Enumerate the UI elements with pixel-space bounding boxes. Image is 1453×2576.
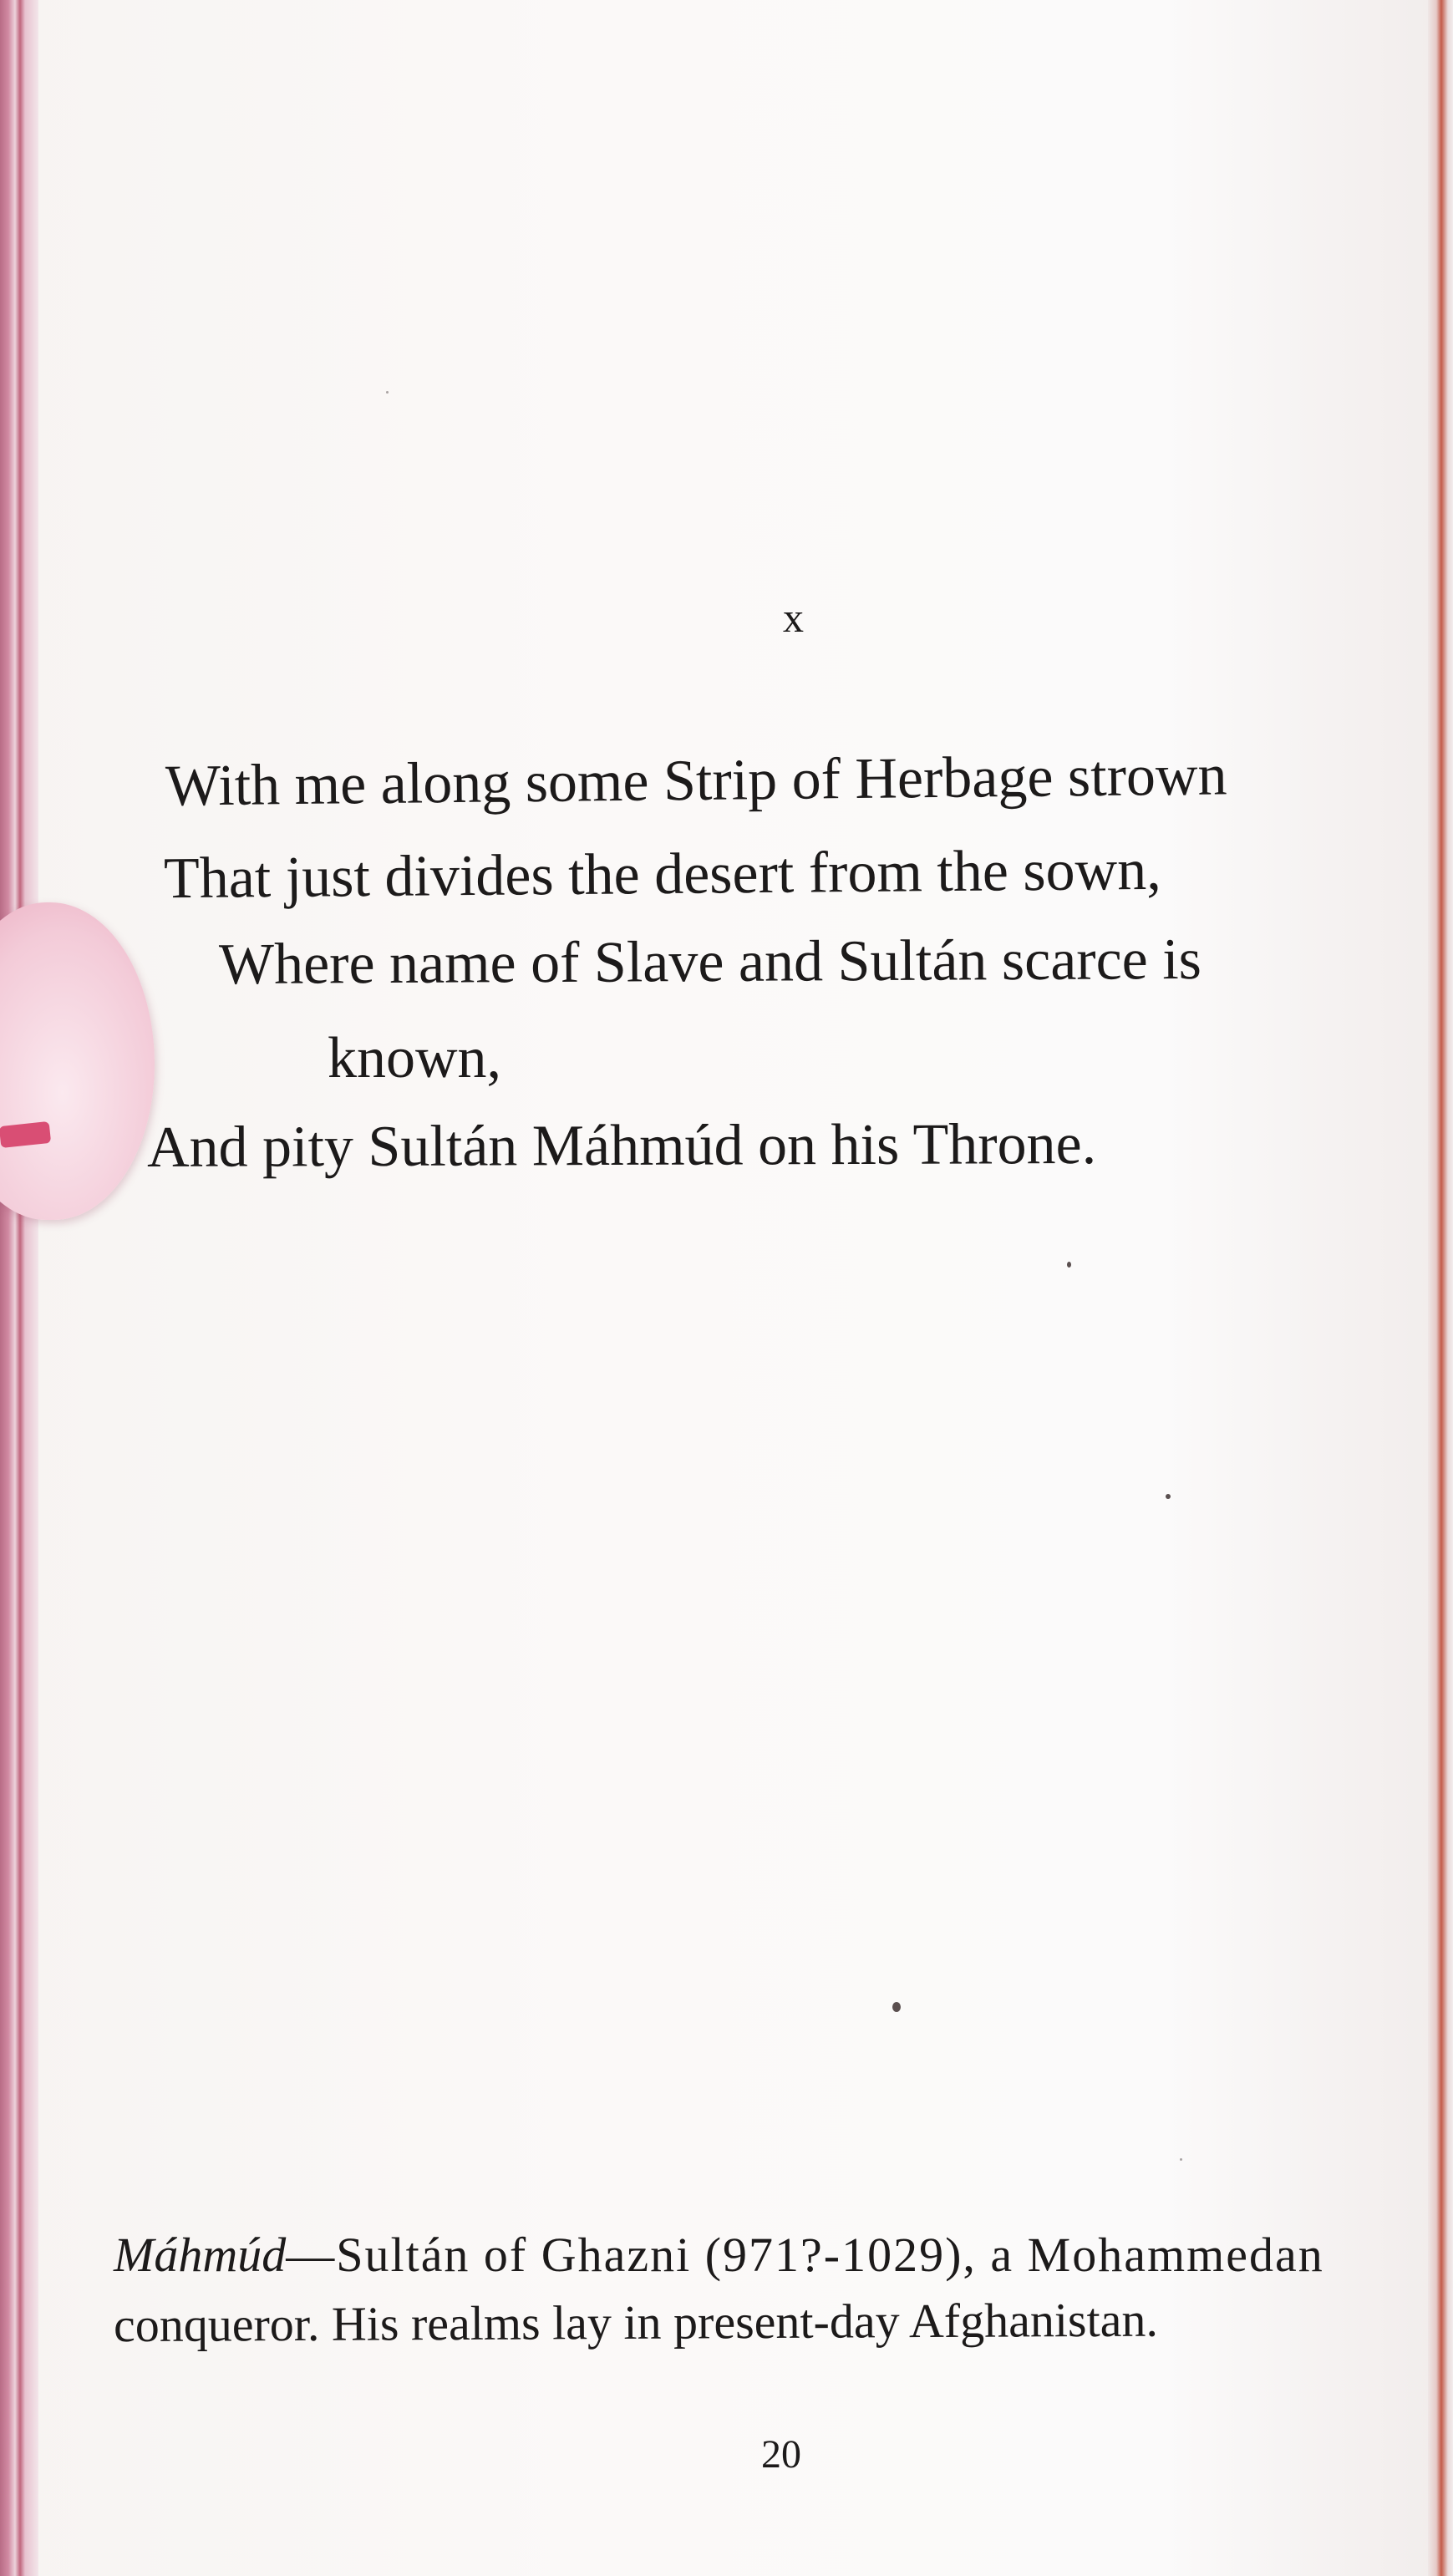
footnote-line-1 <box>114 2228 1442 2282</box>
page-number: 20 <box>761 2432 801 2477</box>
paper-speck <box>1067 1262 1071 1268</box>
verse-line-3: Where name of Slave and Sultán scarce is <box>218 927 1202 998</box>
verse-line-4: known, <box>328 1026 502 1090</box>
paper-speck <box>1180 2158 1182 2161</box>
verse-line-1: With me along some Strip of Herbage strown <box>165 743 1227 819</box>
paper-speck <box>386 391 389 394</box>
thumb-holding-page <box>0 902 155 1220</box>
page-edge-right <box>1428 0 1453 2576</box>
footnote-term: Máhmúd <box>114 2228 287 2282</box>
verse-line-2: That just divides the desert from the sown, <box>163 837 1161 912</box>
footnote-line-2: conqueror. His realms lay in present-day Afghanistan. <box>113 2292 1159 2353</box>
paper-speck <box>1166 1494 1171 1499</box>
stanza-number: x <box>783 594 805 641</box>
footnote-definition: —Sultán of Ghazni (971?-1029), a Mohammedan <box>286 2228 1324 2282</box>
page-edges-left <box>0 0 38 2576</box>
verse-line-5: And pity Sultán Máhmúd on his Throne. <box>146 1112 1097 1180</box>
paper-speck <box>892 2002 901 2012</box>
